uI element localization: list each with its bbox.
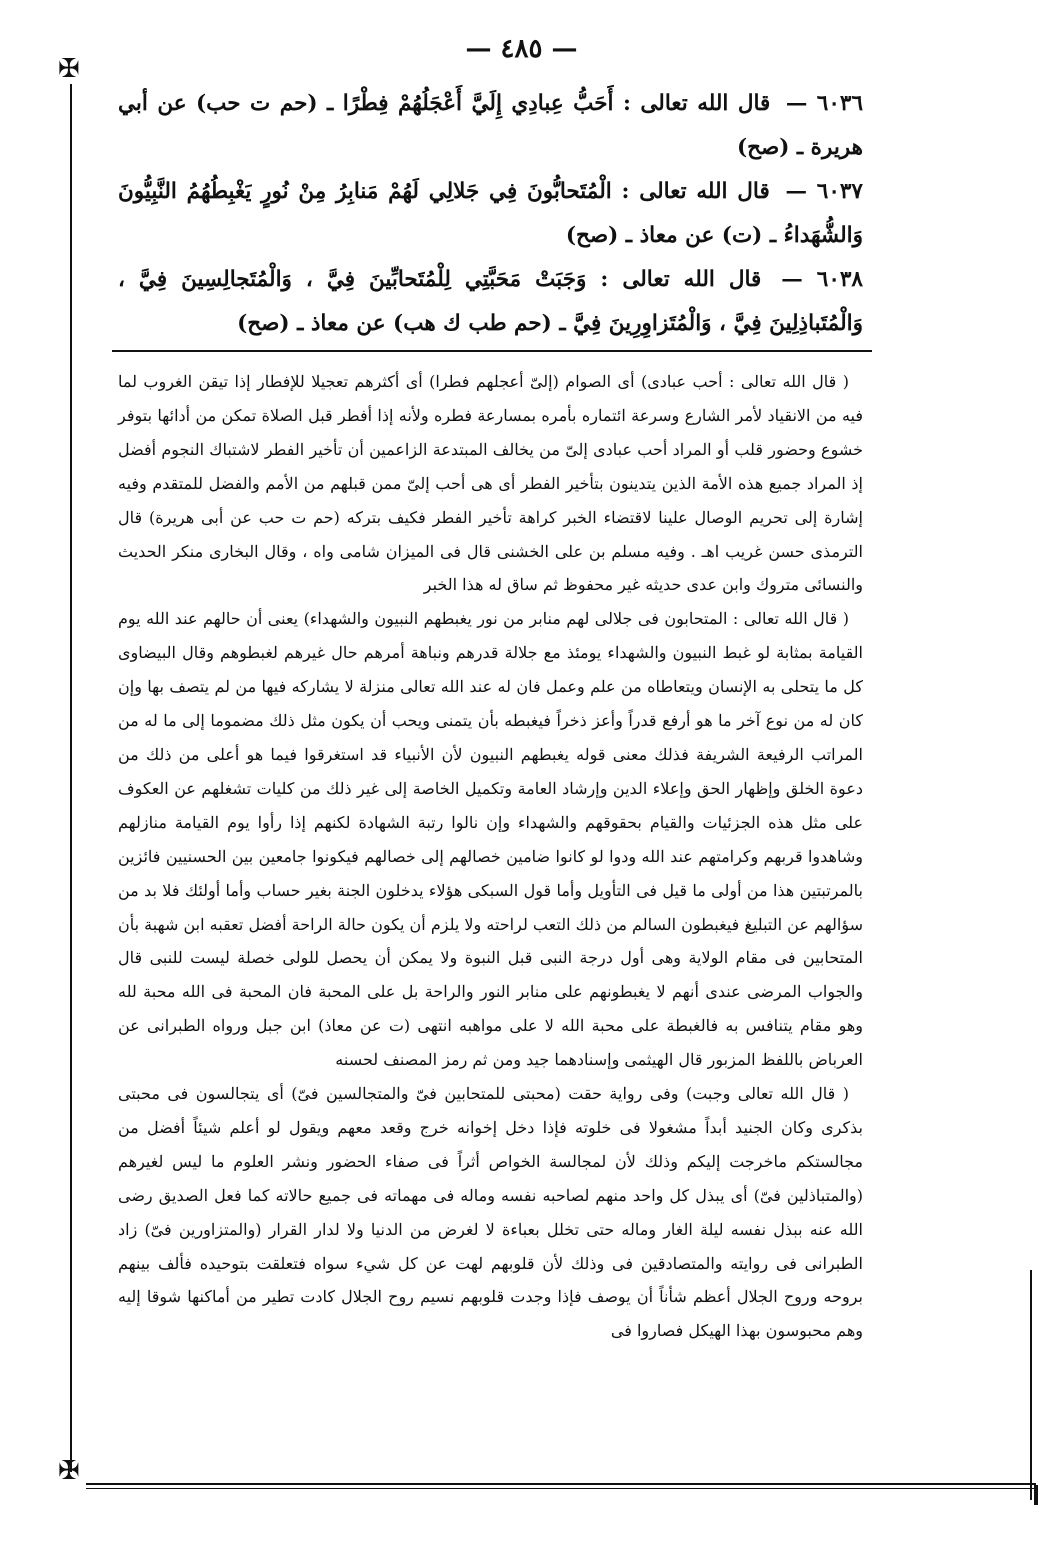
- hadith-6036: [118, 82, 863, 170]
- hadith-number: ٦٠٣٧ —: [785, 179, 863, 204]
- frame-line-bottom-inner: [86, 1488, 1036, 1489]
- hadith-number: ٦٠٣٦ —: [785, 91, 863, 116]
- corner-ornament-bottom-left: ✠: [58, 1456, 80, 1486]
- hadith-text: قال الله تعالى : الْمُتَحابُّونَ فِي جَلالِي لَهُمْ مَنابِرُ مِنْ نُورٍ يَغْبِطُهُمُ النَّبِيُّونَ وَالشُّهَداءُ ـ (ت) عن معاذ ـ (صح): [118, 179, 863, 248]
- section-divider: [112, 350, 872, 352]
- commentary-section: [118, 365, 863, 1348]
- hadith-text: قال الله تعالى : وَجَبَتْ مَحَبَّتِي لِلْمُتَحابِّينَ فِيَّ ، وَالْمُتَجالِسِينَ فِيَّ ، وَالْمُتَباذِلِينَ فِيَّ ، وَالْمُتَزاوِرِينَ فِيَّ ـ (حم طب ك هب) عن معاذ ـ (صح): [118, 267, 863, 336]
- hadith-6038: [118, 258, 863, 346]
- hadith-text: قال الله تعالى : أَحَبُّ عِبادِي إِلَيَّ أَعْجَلُهُمْ فِطْرًا ـ (حم ت حب) عن أبي هريرة ـ (صح): [118, 91, 863, 160]
- corner-ornament-top-left: ✠: [58, 54, 80, 84]
- hadith-section: [118, 82, 863, 346]
- hadith-6037: [118, 170, 863, 258]
- frame-line-right-short: [1034, 1485, 1038, 1505]
- commentary-paragraph: ( قال الله تعالى : المتحابون فى جلالى لهم منابر من نور يغبطهم النبيون والشهداء) يعنى أن حالهم عند الله يوم القيامة بمثابة لو غبط النبيون والشهداء يومئذ مع جلالة قدرهم ونباهة أمرهم حال غيرهم لغبطوهم وقال البيضاوى كل ما يتحلى به الإنسان ويتعاطاه من علم وعمل فان له عند الله تعالى منزلة لا يشاركه فيها من لم يتصف بها وإن كان له من نوع آخر ما هو أرفع قدراً وأعز ذخراً فيغبطه بأن يتمنى ويحب أن يكون مثل ذلك مضموما إلى ما له من المراتب الرفيعة الشريفة فذلك معنى قوله يغبطهم النبيون لأن الأنبياء قد استغرقوا فيما هو أعلى من ذلك من دعوة الخلق وإظهار الحق وإعلاء الدين وإرشاد العامة وتكميل الخاصة إلى غير ذلك من كليات تشغلهم عن العكوف على مثل هذه الجزئيات والقيام بحقوقهم والشهداء وإن نالوا رتبة الشهادة لكنهم إذا رأوا يوم القيامة منازلهم وشاهدوا قربهم وكرامتهم عند الله ودوا لو كانوا ضامين خصالهم إلى خصالهم فيكونوا جامعين بين الحسنيين فائزين بالمرتبتين هذا من أولى ما قيل فى التأويل وأما قول السبكى هؤلاء يدخلون الجنة بغير حساب وأما أولئك فلا بد من سؤالهم عن التبليغ فيغبطون السالم من ذلك التعب لراحته ولا يلزم أن يكون حالة الراحة أفضل تعقبه ابن شهبة بأن المتحابين فى مقام الولاية وهى أول درجة النبى قبل النبوة ولا يمكن أن يحصل للولى خصلة ليست للنبى قال والجواب المرضى عندى أنهم لا يغبطونهم على منابر النور والراحة بل على المحبة فان المحبة فى الله محبة لله وهو مقام يتنافس به فالغبطة على محبة الله لا على مواهبه انتهى (ت عن معاذ) ابن جبل ورواه الطبرانى عن العرباض باللفظ المزبور قال الهيثمى وإسنادهما جيد ومن ثم رمز المصنف لحسنه: [118, 609, 863, 1070]
- frame-line-right: [1030, 1270, 1032, 1500]
- commentary-paragraph: ( قال الله تعالى وجبت) وفى رواية حقت (محبتى للمتحابين فىّ والمتجالسين فىّ) أى يتجالسون فى محبتى بذكرى وكان الجنيد أبداً مشغولا فى خلوته فإذا دخل إخوانه خرج وقعد معهم ويقول لو أعلم شيئاً أفضل من مجالستكم ماخرجت إليكم وذلك لأن لمجالسة الخواص أثراً فى صفاء الحضور ونشر العلوم ما ليس لغيرهم (والمتباذلين فىّ) أى يبذل كل واحد منهم لصاحبه نفسه وماله فى مهماته فى جميع حالاته كما فعل الصديق رضى الله عنه ببذل نفسه ليلة الغار وماله حتى تخلل بعباءة لا لغرض من الدنيا ولا لدار القرار (والمتزاورين فىّ) زاد الطبرانى فى روايته والمتصادقين فى وذلك لأن قلوبهم لهت عن كل شيء سواه فتعلقت بتوحيده فألف بينهم بروحه وروح الجلال أعظم شأناً أن يوصف فإذا وجدت قلوبهم نسيم روح الجلال كادت تطير من أماكنها شوقا إليه وهم محبوسون بهذا الهيكل فصاروا فى: [118, 1084, 864, 1341]
- page-number: — ٤٨٥ —: [465, 34, 578, 64]
- commentary-paragraph: ( قال الله تعالى : أحب عبادى) أى الصوام (إلىّ أعجلهم فطرا) أى أكثرهم تعجيلا للإفطار إذا تيقن الغروب لما فيه من الانقياد لأمر الشارع وسرعة ائتماره بأمره بمسارعة فطره ولأنه إذا أفطر قبل الصلاة تمكن من أدائها بتوفر خشوع وحضور قلب أو المراد أحب عبادى إلىّ من يخالف المبتدعة الزاعمين أن تأخير الفطر لاشتباك النجوم أفضل إذ المراد جميع هذه الأمة الذين يتدينون بتأخير الفطر أى هى أحب إلىّ ممن قبلهم من الأمم والفضل للمتقدم وفيه إشارة إلى تحريم الوصال علينا لاقتضاء الخبر كراهة تأخير الفطر فكيف بتركه (حم ت حب عن أبى هريرة) قال الترمذى حسن غريب اهـ . وفيه مسلم بن على الخشنى قال فى الميزان شامى واه ، وقال البخارى منكر الحديث والنسائى متروك وابن عدى حديثه غير محفوظ ثم ساق له هذا الخبر: [118, 372, 863, 595]
- frame-line-bottom: [86, 1483, 1036, 1485]
- hadith-number: ٦٠٣٨ —: [781, 267, 863, 292]
- frame-line-left: [70, 84, 72, 1472]
